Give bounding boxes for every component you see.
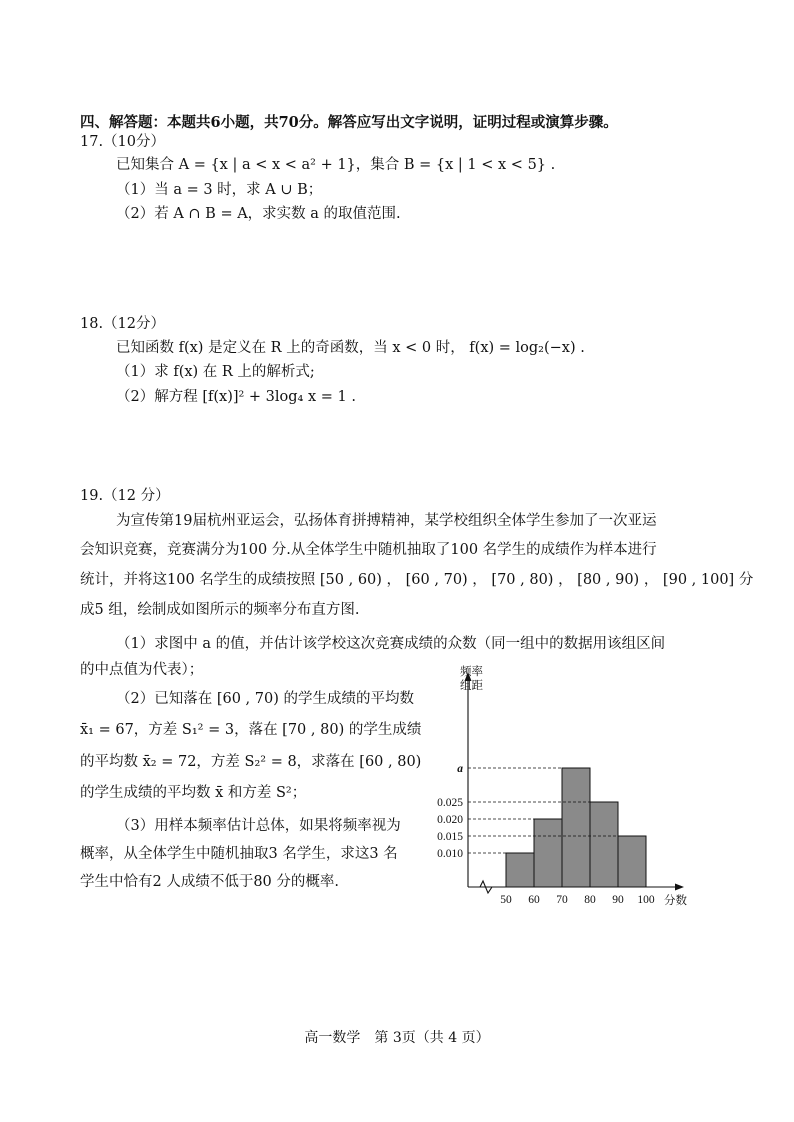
histogram-bar — [618, 836, 646, 887]
histogram-bar — [590, 802, 618, 887]
q19-p1: 为宣传第19届杭州亚运会，弘扬体育拼搏精神，某学校组织全体学生参加了一次亚运 — [116, 513, 657, 529]
page-footer: 高一数学 第 3页（共 4 页） — [304, 1030, 490, 1046]
q19-s1a: （1）求图中 a 的值，并估计该学校这次竞赛成绩的众数（同一组中的数据用该组区间 — [116, 636, 666, 652]
y-axis-label-bottom: 组距 — [460, 680, 483, 692]
histogram-bar — [534, 819, 562, 887]
y-tick-label: 0.015 — [437, 831, 463, 843]
x-tick-label: 80 — [584, 894, 596, 906]
x-tick-label: 90 — [612, 894, 624, 906]
y-tick-label: 0.010 — [437, 848, 463, 860]
q18-line1: 已知函数 f(x) 是定义在 R 上的奇函数，当 x < 0 时， f(x) = log₂(−x) . — [116, 340, 585, 356]
q18-line3: （2）解方程 [f(x)]² + 3log₄ x = 1 . — [116, 389, 356, 405]
q19-s3c: 学生中恰有2 人成绩不低于80 分的概率. — [80, 874, 340, 890]
q17-line3: （2）若 A ∩ B = A，求实数 a 的取值范围. — [116, 206, 401, 222]
y-tick-label: 0.020 — [437, 814, 463, 826]
q19-p2: 会知识竞赛，竞赛满分为100 分.从全体学生中随机抽取了100 名学生的成绩作为样本进行 — [80, 542, 657, 558]
q19-s2b: x̄₁ = 67，方差 S₁² = 3，落在 [70 , 80) 的学生成绩 — [80, 722, 422, 738]
q19-s2d: 的学生成绩的平均数 x̄ 和方差 S²； — [80, 785, 307, 801]
q17-line1: 已知集合 A = {x | a < x < a² + 1}，集合 B = {x | 1 < x < 5} . — [116, 157, 556, 173]
q19-s1b: 的中点值为代表）； — [80, 662, 204, 678]
q19-s2c: 的平均数 x̄₂ = 72，方差 S₂² = 8，求落在 [60 , 80) — [80, 754, 422, 770]
x-axis-label: 分数 — [664, 895, 687, 907]
q19-s3b: 概率，从全体学生中随机抽取3 名学生，求这3 名 — [80, 846, 398, 862]
q19-s3a: （3）用样本频率估计总体，如果将频率视为 — [116, 818, 401, 834]
x-tick-label: 70 — [556, 894, 568, 906]
q17-header: 17.（10分） — [80, 134, 166, 150]
q19-p3: 统计，并将这100 名学生的成绩按照 [50 , 60) ， [60 , 70) ， [70 , 80) ， [80 , 90) ， [90 , 100] 分 — [80, 572, 754, 588]
histogram-bar — [562, 768, 590, 887]
histogram-bar — [506, 853, 534, 887]
x-tick-label: 50 — [500, 894, 512, 906]
q17-line2: （1）当 a = 3 时，求 A ∪ B； — [116, 182, 323, 198]
y-axis-label-top: 频率 — [460, 666, 483, 678]
q18-line2: （1）求 f(x) 在 R 上的解析式; — [116, 364, 315, 380]
section-title: 四、解答题：本题共6小题，共70分。解答应写出文字说明，证明过程或演算步骤。 — [80, 114, 618, 131]
q19-header: 19.（12 分） — [80, 488, 170, 504]
x-tick-label: 60 — [528, 894, 540, 906]
q19-s2a: （2）已知落在 [60 , 70) 的学生成绩的平均数 — [116, 691, 414, 707]
q18-header: 18.（12分） — [80, 316, 166, 332]
y-tick-label: 0.025 — [437, 797, 463, 809]
q19-p4: 成5 组，绘制成如图所示的频率分布直方图. — [80, 602, 360, 618]
frequency-histogram — [420, 660, 720, 910]
y-tick-label: a — [457, 763, 463, 775]
x-tick-label: 100 — [637, 894, 655, 906]
x-axis-arrow — [675, 884, 684, 891]
